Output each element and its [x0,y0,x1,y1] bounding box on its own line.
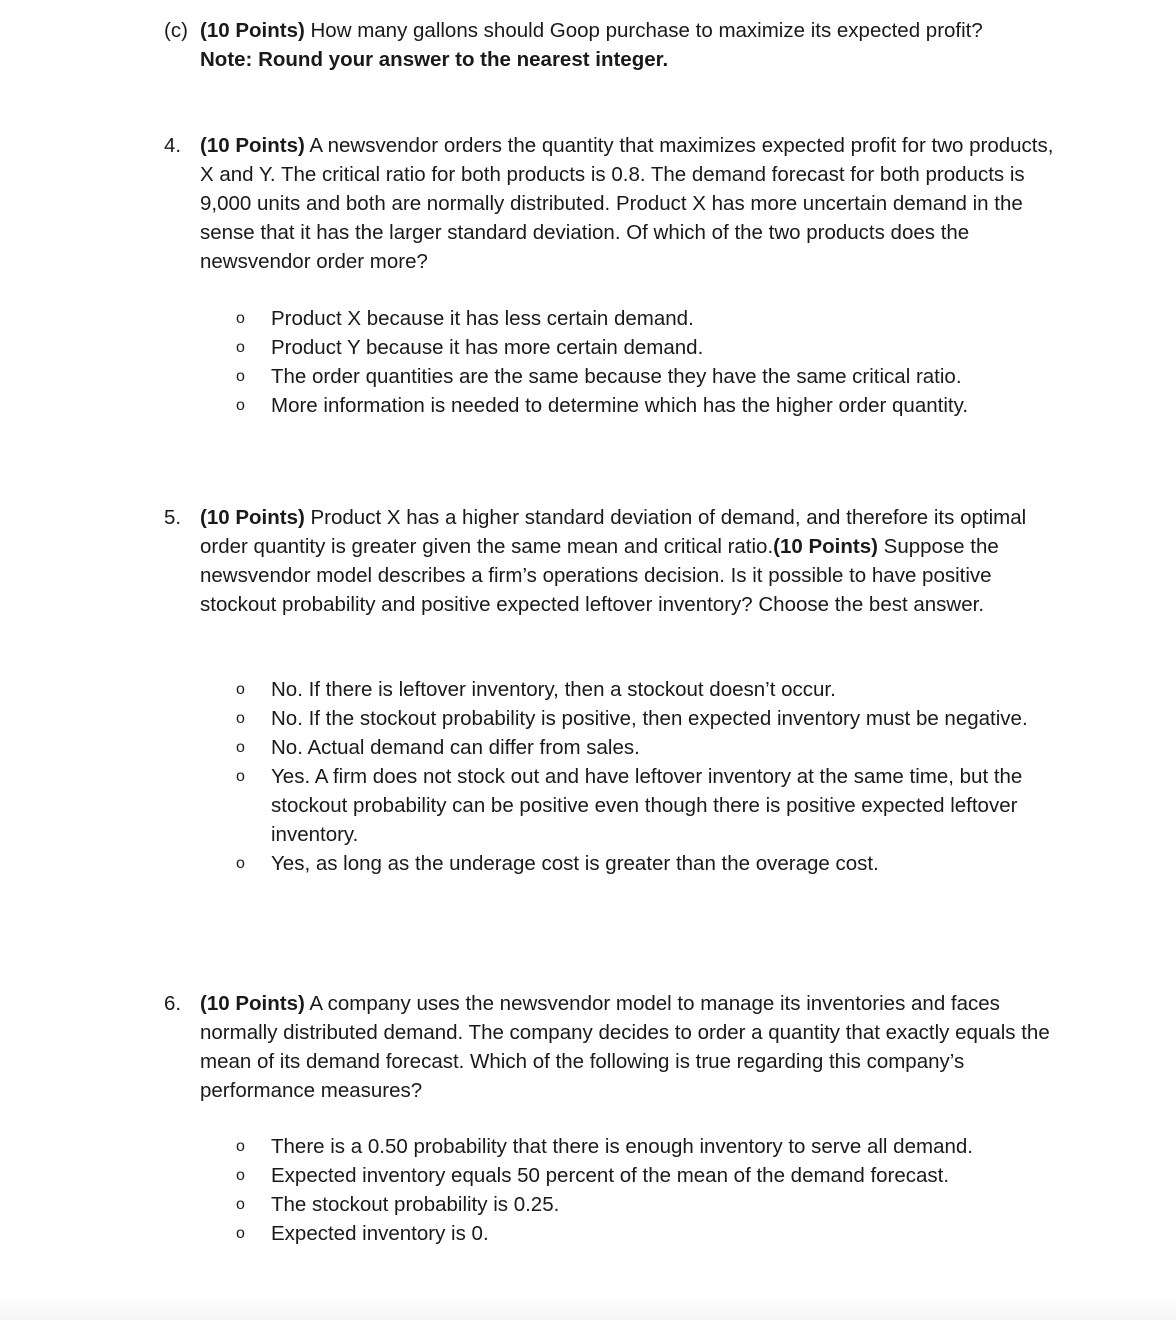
answer-options-q4 [234,304,1054,420]
points-label: (10 Points) [200,134,305,157]
answer-option[interactable] [234,1161,1054,1190]
option-text: No. Actual demand can differ from sales. [271,736,640,759]
option-text: Yes. A firm does not stock out and have leftover inventory at the same time, but the stockout probability can be positive even though there is positive expected leftover inventory. [271,765,1023,846]
question-text [200,989,1054,1105]
question-3c [164,16,1054,74]
answer-option[interactable] [234,1190,1054,1219]
option-text: Product Y because it has more certain demand. [271,336,704,359]
radio-bullet-icon[interactable]: o [236,1138,245,1155]
option-text: Yes, as long as the underage cost is greater than the overage cost. [271,852,879,875]
option-text: The order quantities are the same because they have the same critical ratio. [271,365,962,388]
radio-bullet-icon[interactable]: o [236,1196,245,1213]
question-prompt: Suppose the newsvendor model describes a firm’s operations decision. Is it possible to have positive stockout probability and positive expected leftover inventory? Choose the best answer. [200,535,999,616]
option-text: More information is needed to determine which has the higher order quantity. [271,394,969,417]
points-label: (10 Points) [200,506,305,529]
answer-option[interactable] [234,762,1054,849]
question-label: (c) [164,19,188,42]
points-label: (10 Points) [200,992,305,1015]
answer-option[interactable] [234,333,1054,362]
answer-options-q6 [234,1132,1054,1248]
points-label: (10 Points) [200,19,305,42]
radio-bullet-icon[interactable]: o [236,855,245,872]
option-text: Expected inventory is 0. [271,1222,489,1245]
question-prompt: A company uses the newsvendor model to manage its inventories and faces normally distributed demand. The company decides to order a quantity that exactly equals the mean of its demand forecast. Which of the following is true regarding this company’s performance measures? [200,992,1050,1102]
question-number: 4. [164,134,182,157]
answer-option[interactable] [234,362,1054,391]
question-5 [164,503,1054,619]
answer-option[interactable] [234,849,1054,878]
option-text: There is a 0.50 probability that there is enough inventory to serve all demand. [271,1135,973,1158]
answer-option[interactable] [234,1219,1054,1248]
page-bottom-edge [0,1296,1176,1320]
radio-bullet-icon[interactable]: o [236,1225,245,1242]
radio-bullet-icon[interactable]: o [236,397,245,414]
answer-option[interactable] [234,1132,1054,1161]
radio-bullet-icon[interactable]: o [236,1167,245,1184]
question-prompt: How many gallons should Goop purchase to maximize its expected profit? [304,19,983,42]
question-text [200,503,1054,619]
option-text: No. If there is leftover inventory, then a stockout doesn’t occur. [271,678,836,701]
question-number: 5. [164,506,182,529]
option-text: Product X because it has less certain demand. [271,307,694,330]
answer-option[interactable] [234,304,1054,333]
radio-bullet-icon[interactable]: o [236,368,245,385]
radio-bullet-icon[interactable]: o [236,768,245,785]
option-text: Expected inventory equals 50 percent of the mean of the demand forecast. [271,1164,950,1187]
rounding-note: Note: Round your answer to the nearest integer. [200,48,669,71]
answer-option[interactable] [234,675,1054,704]
option-text: No. If the stockout probability is positive, then expected inventory must be negative. [271,707,1028,730]
question-text [200,131,1054,276]
radio-bullet-icon[interactable]: o [236,339,245,356]
radio-bullet-icon[interactable]: o [236,710,245,727]
question-6 [164,989,1054,1105]
option-text: The stockout probability is 0.25. [271,1193,560,1216]
points-label-secondary: (10 Points) [773,535,878,558]
answer-option[interactable] [234,733,1054,762]
answer-options-q5 [234,675,1054,878]
question-number: 6. [164,992,182,1015]
radio-bullet-icon[interactable]: o [236,739,245,756]
question-4 [164,131,1054,276]
answer-option[interactable] [234,391,1054,420]
answer-option[interactable] [234,704,1054,733]
question-text [200,16,1054,74]
radio-bullet-icon[interactable]: o [236,310,245,327]
question-prompt: A newsvendor orders the quantity that maximizes expected profit for two products, X and Y. The critical ratio for both products is 0.8. The demand forecast for both products is 9,000 units and both are normally distributed. Product X has more uncertain demand in the sense that it has the larger standard deviation. Of which of the two products does the newsvendor order more? [200,134,1054,273]
question-statement: Product X has a higher standard deviation of demand, and therefore its optimal order quantity is greater given the same mean and critical ratio. [200,506,1027,558]
radio-bullet-icon[interactable]: o [236,681,245,698]
